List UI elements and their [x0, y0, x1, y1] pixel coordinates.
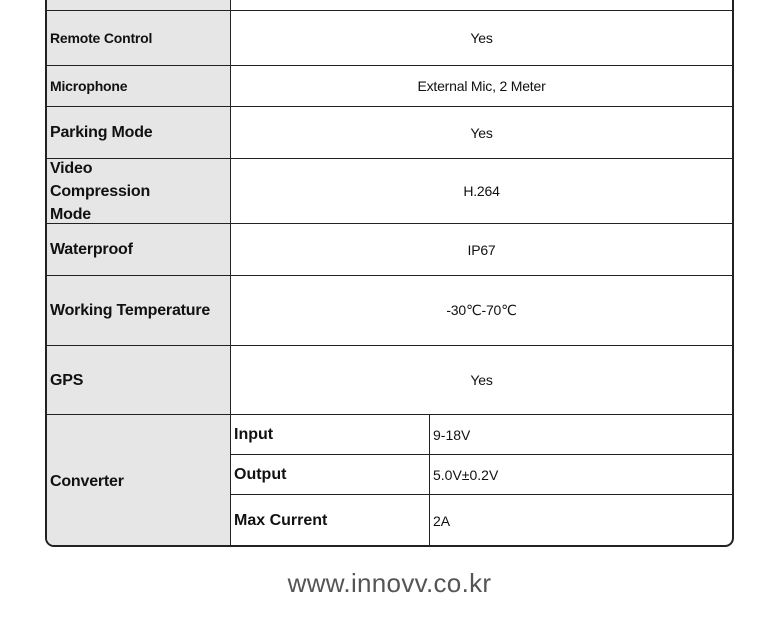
spec-value: H.264	[463, 183, 500, 199]
table-row-converter	[47, 415, 732, 547]
converter-row-max-current	[231, 495, 732, 547]
spec-label: Microphone	[47, 66, 231, 106]
spec-value: External Mic, 2 Meter	[417, 78, 546, 94]
table-row-video-compression	[47, 159, 732, 224]
spec-label-cell	[47, 0, 231, 10]
converter-value: 9-18V	[433, 426, 471, 443]
converter-value: 2A	[433, 513, 451, 529]
spec-table	[45, 0, 734, 547]
table-row-partial	[47, 0, 732, 11]
table-row-remote-control	[47, 11, 732, 66]
converter-name: Output	[231, 455, 430, 494]
converter-label: Converter	[47, 415, 231, 547]
table-row-parking-mode	[47, 107, 732, 159]
converter-value: 5.0V±0.2V	[433, 466, 499, 483]
converter-row-input	[231, 415, 732, 455]
spec-label: GPS	[47, 346, 231, 414]
spec-label: Parking Mode	[47, 107, 231, 158]
table-row-microphone	[47, 66, 732, 107]
website-footer: www.innovv.co.kr	[287, 568, 492, 598]
converter-name: Max Current	[231, 495, 430, 547]
converter-subtable	[231, 415, 732, 547]
spec-label: Remote Control	[47, 11, 231, 65]
spec-label: Video Compression Mode	[47, 159, 231, 223]
spec-value: Yes	[470, 30, 493, 46]
converter-name: Input	[231, 415, 430, 454]
spec-value: IP67	[467, 241, 496, 258]
table-row-gps	[47, 346, 732, 415]
spec-value: -30℃-70℃	[446, 302, 517, 318]
table-row-waterproof	[47, 224, 732, 276]
spec-label: Waterproof	[47, 224, 231, 275]
converter-row-output	[231, 455, 732, 495]
spec-label: Working Temperature	[47, 276, 231, 345]
table-row-working-temperature	[47, 276, 732, 346]
spec-value: Yes	[470, 124, 493, 141]
spec-value: Yes	[470, 372, 493, 388]
